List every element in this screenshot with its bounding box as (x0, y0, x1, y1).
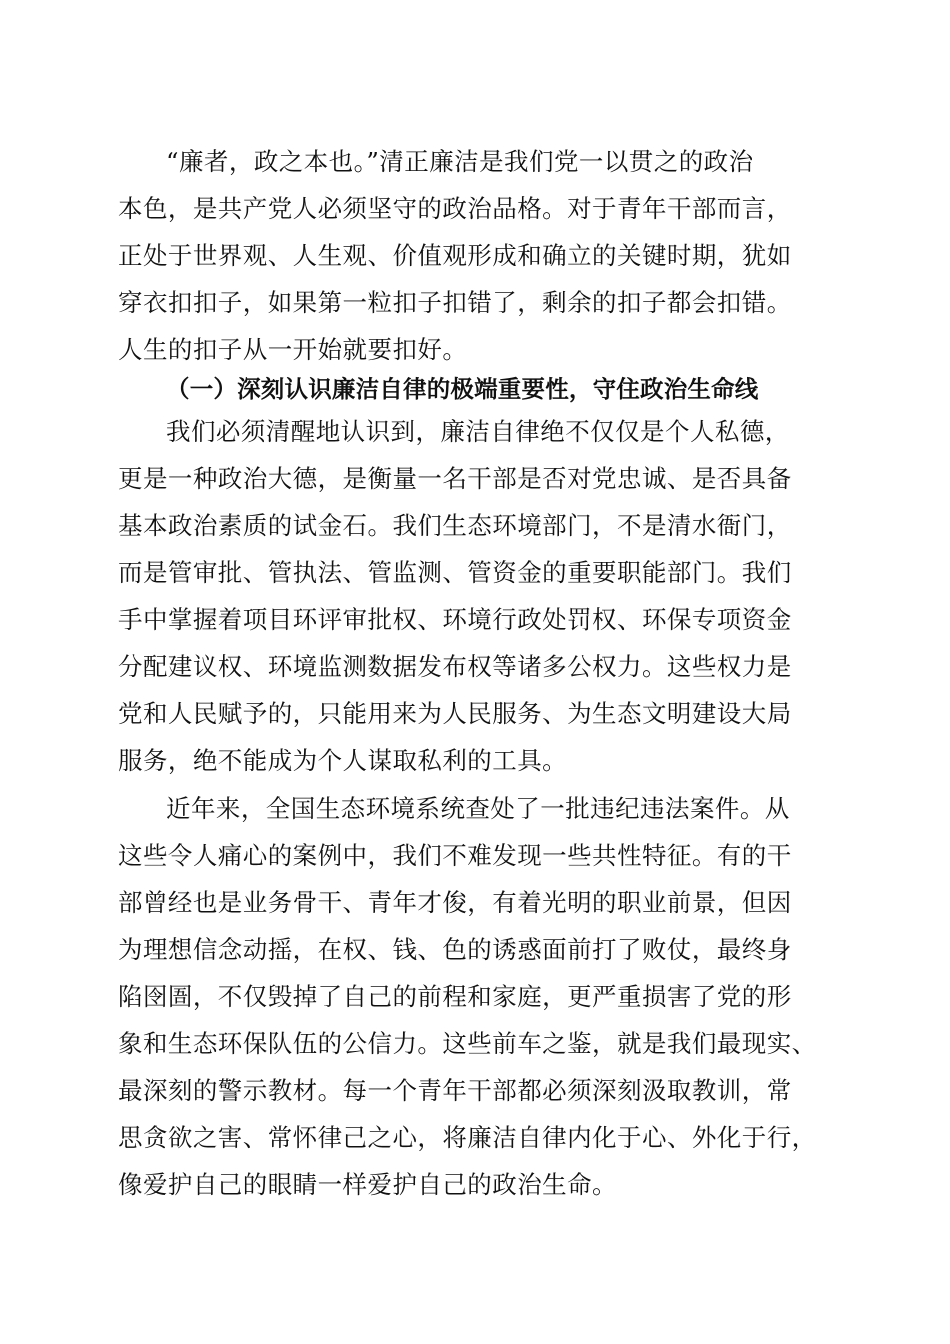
paragraph-3-line-7: 最深刻的警示教材。每一个青年干部都必须深刻汲取教训，常 (118, 1076, 792, 1105)
paragraph-1-line-1: “廉者，政之本也。”清正廉洁是我们党一以贯之的政治 (166, 147, 754, 176)
paragraph-1-line-3: 正处于世界观、人生观、价值观形成和确立的关键时期，犹如 (118, 241, 792, 270)
paragraph-2-line-6: 分配建议权、环境监测数据发布权等诸多公权力。这些权力是 (118, 652, 792, 681)
section-heading: （一）深刻认识廉洁自律的极端重要性，守住政治生命线 (166, 375, 759, 403)
paragraph-3-line-6: 象和生态环保队伍的公信力。这些前车之鉴，就是我们最现实、 (118, 1029, 817, 1058)
paragraph-2-line-5: 手中掌握着项目环评审批权、环境行政处罚权、环保专项资金 (118, 605, 792, 634)
paragraph-3-line-1: 近年来，全国生态环境系统查处了一批违纪违法案件。从 (166, 794, 790, 823)
paragraph-3-line-8: 思贪欲之害、常怀律己之心，将廉洁自律内化于心、外化于行， (118, 1123, 817, 1152)
paragraph-3-line-4: 为理想信念动摇，在权、钱、色的诱惑面前打了败仗，最终身 (118, 935, 792, 964)
paragraph-2-line-4: 而是管审批、管执法、管监测、管资金的重要职能部门。我们 (118, 558, 792, 587)
paragraph-1-line-5: 人生的扣子从一开始就要扣好。 (118, 335, 468, 364)
paragraph-2-line-7: 党和人民赋予的，只能用来为人民服务、为生态文明建设大局 (118, 699, 792, 728)
paragraph-1-line-4: 穿衣扣扣子，如果第一粒扣子扣错了，剩余的扣子都会扣错。 (118, 288, 792, 317)
paragraph-3-line-2: 这些令人痛心的案例中，我们不难发现一些共性特征。有的干 (118, 841, 792, 870)
paragraph-1-line-2: 本色，是共产党人必须坚守的政治品格。对于青年干部而言， (118, 194, 792, 223)
paragraph-2-line-1: 我们必须清醒地认识到，廉洁自律绝不仅仅是个人私德， (166, 417, 790, 446)
paragraph-2-line-3: 基本政治素质的试金石。我们生态环境部门，不是清水衙门， (118, 511, 792, 540)
paragraph-3-line-9: 像爱护自己的眼睛一样爱护自己的政治生命。 (118, 1170, 617, 1199)
paragraph-2-line-8: 服务，绝不能成为个人谋取私利的工具。 (118, 746, 568, 775)
paragraph-3-line-3: 部曾经也是业务骨干、青年才俊，有着光明的职业前景，但因 (118, 888, 792, 917)
paragraph-3-line-5: 陷囹圄，不仅毁掉了自己的前程和家庭，更严重损害了党的形 (118, 982, 792, 1011)
paragraph-2-line-2: 更是一种政治大德，是衡量一名干部是否对党忠诚、是否具备 (118, 464, 792, 493)
